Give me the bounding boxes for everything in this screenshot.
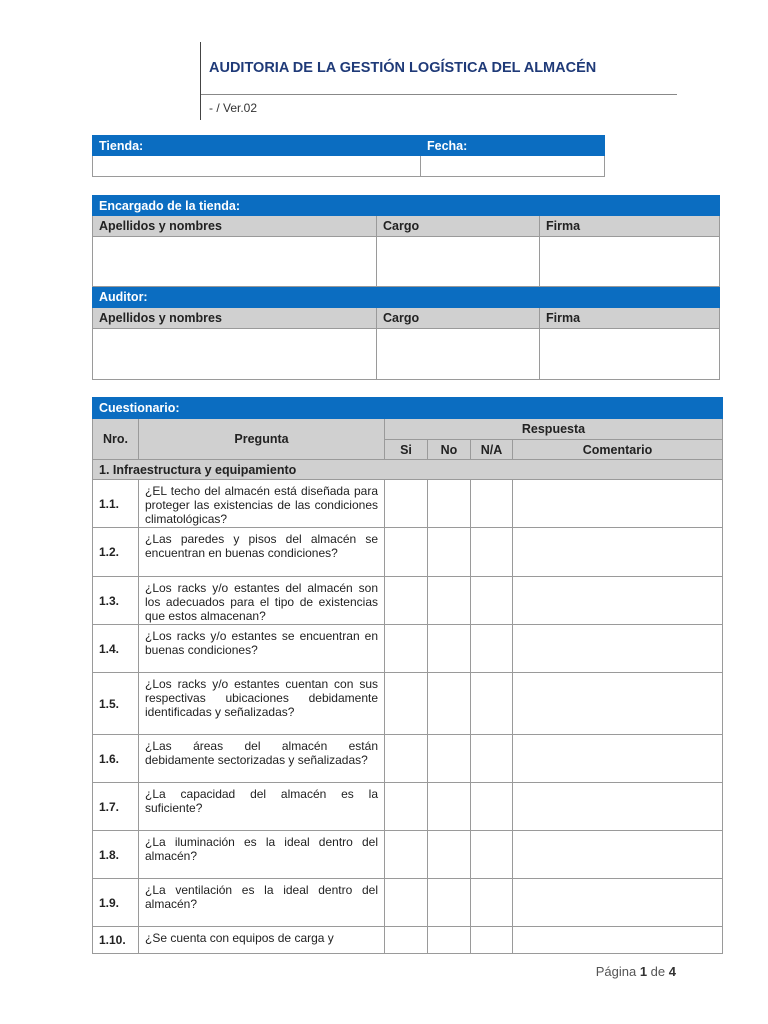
store-date-table xyxy=(92,135,605,177)
table-row xyxy=(93,528,723,577)
personnel-table xyxy=(92,195,720,380)
answer-na-cell[interactable] xyxy=(471,783,513,831)
answer-na-cell[interactable] xyxy=(471,480,513,528)
question-number: 1.7. xyxy=(93,783,139,831)
answer-na-cell[interactable] xyxy=(471,927,513,954)
answer-na-cell[interactable] xyxy=(471,577,513,625)
answer-no-cell[interactable] xyxy=(428,879,471,927)
auditor-col-nombres: Apellidos y nombres xyxy=(93,308,377,329)
answer-si-cell[interactable] xyxy=(385,577,428,625)
question-number: 1.5. xyxy=(93,673,139,735)
question-text: ¿Se cuenta con equipos de carga y xyxy=(139,927,385,954)
question-text: ¿La ventilación es la ideal dentro del almacén? xyxy=(139,879,385,927)
page-current: 1 xyxy=(639,964,648,979)
question-number: 1.2. xyxy=(93,528,139,577)
answer-si-cell[interactable] xyxy=(385,673,428,735)
table-row xyxy=(93,480,723,528)
col-nro: Nro. xyxy=(93,419,139,460)
encargado-nombres-field[interactable] xyxy=(93,237,377,287)
questionnaire-header: Cuestionario: xyxy=(93,398,723,419)
encargado-col-firma: Firma xyxy=(540,216,720,237)
table-row xyxy=(93,831,723,879)
encargado-col-nombres: Apellidos y nombres xyxy=(93,216,377,237)
question-number: 1.10. xyxy=(93,927,139,954)
answer-no-cell[interactable] xyxy=(428,673,471,735)
of-word: de xyxy=(650,964,666,979)
answer-no-cell[interactable] xyxy=(428,927,471,954)
question-number: 1.3. xyxy=(93,577,139,625)
question-number: 1.9. xyxy=(93,879,139,927)
comment-cell[interactable] xyxy=(513,528,723,577)
answer-no-cell[interactable] xyxy=(428,625,471,673)
question-text: ¿La capacidad del almacén es la suficiente? xyxy=(139,783,385,831)
question-number: 1.1. xyxy=(93,480,139,528)
table-row xyxy=(93,577,723,625)
table-row xyxy=(93,879,723,927)
question-number: 1.8. xyxy=(93,831,139,879)
table-row xyxy=(93,783,723,831)
table-row xyxy=(93,735,723,783)
col-no: No xyxy=(428,440,471,460)
document-header xyxy=(200,42,677,120)
comment-cell[interactable] xyxy=(513,673,723,735)
col-na: N/A xyxy=(471,440,513,460)
auditor-col-cargo: Cargo xyxy=(377,308,540,329)
comment-cell[interactable] xyxy=(513,831,723,879)
answer-na-cell[interactable] xyxy=(471,831,513,879)
encargado-cargo-field[interactable] xyxy=(377,237,540,287)
answer-no-cell[interactable] xyxy=(428,831,471,879)
answer-na-cell[interactable] xyxy=(471,879,513,927)
comment-cell[interactable] xyxy=(513,879,723,927)
question-text: ¿Las paredes y pisos del almacén se encuentran en buenas condiciones? xyxy=(139,528,385,577)
auditor-cargo-field[interactable] xyxy=(377,329,540,380)
question-text: ¿Los racks y/o estantes se encuentran en buenas condiciones? xyxy=(139,625,385,673)
answer-no-cell[interactable] xyxy=(428,480,471,528)
fecha-field[interactable] xyxy=(421,156,605,177)
encargado-col-cargo: Cargo xyxy=(377,216,540,237)
col-comentario: Comentario xyxy=(513,440,723,460)
answer-na-cell[interactable] xyxy=(471,735,513,783)
question-number: 1.4. xyxy=(93,625,139,673)
question-text: ¿EL techo del almacén está diseñada para proteger las existencias de las condiciones climatológicas? xyxy=(139,480,385,528)
answer-si-cell[interactable] xyxy=(385,831,428,879)
answer-si-cell[interactable] xyxy=(385,735,428,783)
comment-cell[interactable] xyxy=(513,480,723,528)
comment-cell[interactable] xyxy=(513,577,723,625)
comment-cell[interactable] xyxy=(513,783,723,831)
comment-cell[interactable] xyxy=(513,927,723,954)
document-title: AUDITORIA DE LA GESTIÓN LOGÍSTICA DEL ALMACÉN xyxy=(209,60,597,76)
answer-si-cell[interactable] xyxy=(385,625,428,673)
answer-na-cell[interactable] xyxy=(471,673,513,735)
question-text: ¿Las áreas del almacén están debidamente sectorizadas y señalizadas? xyxy=(139,735,385,783)
col-si: Si xyxy=(385,440,428,460)
answer-na-cell[interactable] xyxy=(471,625,513,673)
answer-no-cell[interactable] xyxy=(428,783,471,831)
question-number: 1.6. xyxy=(93,735,139,783)
question-text: ¿Los racks y/o estantes del almacén son los adecuados para el tipo de existencias que estos almacenan? xyxy=(139,577,385,625)
answer-si-cell[interactable] xyxy=(385,480,428,528)
col-pregunta: Pregunta xyxy=(139,419,385,460)
answer-no-cell[interactable] xyxy=(428,577,471,625)
section-title: 1. Infraestructura y equipamiento xyxy=(93,460,723,480)
answer-na-cell[interactable] xyxy=(471,528,513,577)
questionnaire-table xyxy=(92,397,723,954)
document-version: - / Ver.02 xyxy=(209,101,258,115)
tienda-field[interactable] xyxy=(93,156,421,177)
auditor-header: Auditor: xyxy=(93,287,720,308)
col-respuesta: Respuesta xyxy=(385,419,723,440)
encargado-firma-field[interactable] xyxy=(540,237,720,287)
answer-si-cell[interactable] xyxy=(385,783,428,831)
encargado-header: Encargado de la tienda: xyxy=(93,196,720,216)
page-total: 4 xyxy=(668,964,676,979)
comment-cell[interactable] xyxy=(513,625,723,673)
table-row xyxy=(93,673,723,735)
answer-si-cell[interactable] xyxy=(385,927,428,954)
answer-si-cell[interactable] xyxy=(385,879,428,927)
answer-si-cell[interactable] xyxy=(385,528,428,577)
question-text: ¿La iluminación es la ideal dentro del almacén? xyxy=(139,831,385,879)
auditor-firma-field[interactable] xyxy=(540,329,720,380)
table-row xyxy=(93,927,723,954)
answer-no-cell[interactable] xyxy=(428,528,471,577)
auditor-nombres-field[interactable] xyxy=(93,329,377,380)
page-word: Página xyxy=(595,964,637,979)
table-row xyxy=(93,625,723,673)
auditor-col-firma: Firma xyxy=(540,308,720,329)
comment-cell[interactable] xyxy=(513,735,723,783)
fecha-label: Fecha: xyxy=(421,136,605,156)
question-text: ¿Los racks y/o estantes cuentan con sus respectivas ubicaciones debidamente identificadas y señalizadas? xyxy=(139,673,385,735)
tienda-label: Tienda: xyxy=(93,136,421,156)
answer-no-cell[interactable] xyxy=(428,735,471,783)
header-divider xyxy=(201,94,677,95)
page-footer xyxy=(596,964,676,979)
